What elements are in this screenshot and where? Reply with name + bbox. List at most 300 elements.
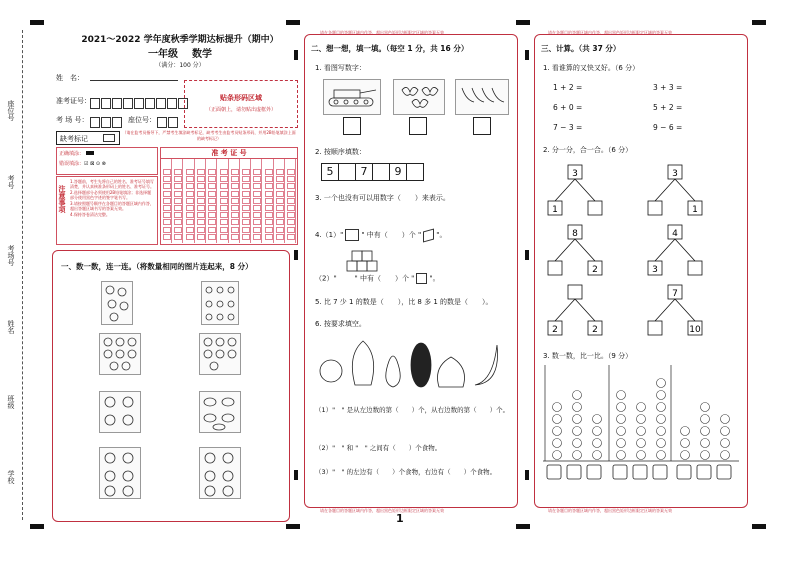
- ticket-digit-mark[interactable]: [265, 234, 273, 240]
- ticket-column[interactable]: [263, 159, 274, 243]
- ticket-column[interactable]: [184, 159, 195, 243]
- q4a-line: [315, 229, 446, 241]
- picture-group-left: [99, 391, 141, 433]
- ticket-digit-mark[interactable]: [265, 169, 273, 175]
- ticket-digit-mark[interactable]: [287, 169, 295, 175]
- absent-mark-box: [56, 131, 120, 145]
- tank-image: [323, 79, 381, 115]
- count-picture-icon: [593, 451, 602, 460]
- ticket-columns: [161, 159, 297, 243]
- count-picture-icon: [617, 415, 626, 424]
- count-picture-icon: [593, 427, 602, 436]
- count-picture-icon: [681, 439, 690, 448]
- q6c-text: （3）" " 的左边有（ ）个食物，右边有（ ）个食物。: [315, 468, 497, 476]
- ticket-digit-mark[interactable]: [163, 205, 171, 211]
- ticket-digit-mark[interactable]: [231, 176, 239, 182]
- ticket-digit-mark[interactable]: [253, 212, 261, 218]
- notes-area: [56, 176, 158, 245]
- section1-title: 一、数一数，连一连。（将数量相同的图片连起来，8 分）: [61, 262, 253, 271]
- picture-group-right: [201, 281, 239, 325]
- ticket-digit-mark[interactable]: [163, 227, 171, 233]
- count-picture-icon: [721, 415, 730, 424]
- wrong-fill-label: 错误填涂：: [59, 161, 85, 167]
- ticket-digit-mark[interactable]: [186, 191, 194, 197]
- q5-text: 5. 比 7 少 1 的数是（ ），比 8 多 1 的数是（ ）。: [315, 298, 493, 306]
- count-picture-icon: [573, 403, 582, 412]
- ticket-digit-mark[interactable]: [265, 176, 273, 182]
- sequence-cell[interactable]: 9: [389, 163, 407, 181]
- count-answer-box: [613, 465, 627, 479]
- ticket-digit-mark[interactable]: [287, 234, 295, 240]
- banana-image: [455, 79, 509, 115]
- bond-left-box[interactable]: [648, 201, 662, 215]
- calc-item: 5 + 2 =: [653, 103, 683, 112]
- count-picture-icon: [657, 415, 666, 424]
- count-picture-icon: [657, 439, 666, 448]
- cube-icon: [416, 273, 427, 284]
- eggplant-icon: [411, 343, 431, 387]
- ticket-digit-mark[interactable]: [253, 198, 261, 204]
- absent-note: （请在监考员指导下，严禁考生填涂缺考标记，缺考考生由监考员贴条形码，并用2B铅笔填涂上面的缺考标记）: [122, 130, 296, 141]
- count-picture-icon: [573, 391, 582, 400]
- count-picture-icon: [553, 415, 562, 424]
- ticket-digit-mark[interactable]: [208, 219, 216, 225]
- ticket-digit-mark[interactable]: [163, 219, 171, 225]
- barcode-title: 贴条形码区域: [220, 94, 262, 102]
- seat-label: 座位号：: [128, 116, 156, 124]
- count-picture-icon: [681, 451, 690, 460]
- bond-top-box-value: 3: [572, 169, 578, 179]
- q6a-text: （1）" " 是从左边数的第（ ）个，从右边数的第（ ）个。: [315, 406, 510, 414]
- ticket-digit-mark[interactable]: [220, 191, 228, 197]
- count-picture-icon: [701, 451, 710, 460]
- ticket-digit-mark[interactable]: [174, 191, 182, 197]
- ticket-digit-mark[interactable]: [197, 176, 205, 182]
- corner-marker: [286, 20, 300, 25]
- count-picture-icon: [637, 451, 646, 460]
- ticket-digit-mark[interactable]: [231, 198, 239, 204]
- corner-marker: [752, 20, 766, 25]
- ticket-digit-mark[interactable]: [231, 212, 239, 218]
- ticket-digit-mark[interactable]: [231, 191, 239, 197]
- ticket-digit-mark[interactable]: [242, 219, 250, 225]
- ticket-digit-mark[interactable]: [276, 212, 284, 218]
- name-field[interactable]: [90, 80, 178, 81]
- count-picture-icon: [573, 451, 582, 460]
- ticket-digit-mark[interactable]: [242, 183, 250, 189]
- ticket-digit-mark[interactable]: [287, 198, 295, 204]
- count-answer-box: [653, 465, 667, 479]
- pineapple-icon: [438, 357, 465, 387]
- counting-chart: [543, 363, 739, 489]
- count-picture-icon: [657, 391, 666, 400]
- ticket-column[interactable]: [285, 159, 296, 243]
- ticket-digit-mark[interactable]: [197, 198, 205, 204]
- bond-line: [575, 299, 595, 321]
- panel-footer-note: 请在各题目的答题区域内作答，超出黑色矩形边框限定区域的答案无效: [548, 508, 672, 513]
- bond-line: [675, 179, 695, 201]
- foods-row: [317, 335, 507, 391]
- barcode-note: （正面朝上，请勿贴出虚框外）: [205, 107, 276, 113]
- exam-number-boxes[interactable]: [90, 94, 189, 113]
- ticket-digit-mark[interactable]: [242, 169, 250, 175]
- ticket-digit-mark[interactable]: [186, 198, 194, 204]
- note-item: 3.请按照题号顺序在各题目的答题区域内作答，超出答题区域书写的答案无效。: [70, 201, 154, 211]
- ticket-digit-mark[interactable]: [242, 212, 250, 218]
- ticket-digit-mark[interactable]: [220, 169, 228, 175]
- person-icons: [202, 282, 238, 324]
- ticket-digit-mark[interactable]: [231, 219, 239, 225]
- ticket-digit-mark[interactable]: [208, 234, 216, 240]
- ticket-digit-mark[interactable]: [208, 191, 216, 197]
- bond-line: [675, 299, 695, 321]
- count-picture-icon: [657, 427, 666, 436]
- ticket-digit-mark[interactable]: [186, 212, 194, 218]
- ticket-digit-mark[interactable]: [231, 169, 239, 175]
- ticket-digit-mark[interactable]: [287, 212, 295, 218]
- ticket-digit-mark[interactable]: [208, 183, 216, 189]
- ticket-digit-mark[interactable]: [220, 198, 228, 204]
- ticket-digit-mark[interactable]: [265, 183, 273, 189]
- ticket-digit-mark[interactable]: [253, 183, 261, 189]
- room-label: 考 场 号：: [56, 116, 89, 124]
- q6-text: 6. 按要求填空。: [315, 320, 366, 328]
- count-picture-icon: [701, 415, 710, 424]
- exam-title: 2021～2022 学年度秋季学期达标提升（期中）: [81, 35, 279, 45]
- bond-right-box-value: 2: [592, 265, 598, 275]
- bond-line: [555, 299, 575, 321]
- ticket-digit-mark[interactable]: [276, 191, 284, 197]
- q4a-prefix: 4.（1）": [315, 231, 344, 239]
- ticket-digit-mark[interactable]: [253, 219, 261, 225]
- vertical-label: 考场号: [7, 245, 15, 266]
- count-picture-icon: [701, 439, 710, 448]
- ticket-digit-mark[interactable]: [186, 205, 194, 211]
- vertical-label: 考号: [7, 175, 15, 189]
- ticket-digit-mark[interactable]: [186, 169, 194, 175]
- chick-icons: [100, 334, 140, 374]
- ticket-digit-mark[interactable]: [163, 212, 171, 218]
- ticket-digit-mark[interactable]: [276, 176, 284, 182]
- count-picture-icon: [573, 427, 582, 436]
- banana-icon: [475, 345, 498, 385]
- bond-left-box[interactable]: [648, 321, 662, 335]
- count-picture-icon: [553, 427, 562, 436]
- ticket-digit-mark[interactable]: [208, 176, 216, 182]
- side-marker: [525, 470, 529, 480]
- q3-text: 3. 一个也没有可以用数字（ ）来表示。: [315, 194, 450, 202]
- calc-q3-text: 3. 数一数，比一比。（9 分）: [543, 352, 633, 360]
- ticket-column[interactable]: [218, 159, 229, 243]
- small-cubes-icon: [345, 229, 359, 241]
- count-picture-icon: [573, 415, 582, 424]
- ticket-digit-mark[interactable]: [276, 205, 284, 211]
- ticket-digit-mark[interactable]: [220, 234, 228, 240]
- ticket-digit-mark[interactable]: [220, 227, 228, 233]
- number-bond-tree: [548, 285, 602, 335]
- ticket-column[interactable]: [161, 159, 172, 243]
- ticket-digit-mark[interactable]: [174, 205, 182, 211]
- count-picture-icon: [617, 391, 626, 400]
- count-picture-icon: [657, 379, 666, 388]
- ticket-digit-mark[interactable]: [197, 183, 205, 189]
- sequence-cell[interactable]: [338, 163, 356, 181]
- answer-box[interactable]: [343, 117, 361, 135]
- count-picture-icon: [637, 439, 646, 448]
- ticket-digit-mark[interactable]: [231, 227, 239, 233]
- wrong-fill-marks: ☑ ⊠ ⊙ ⊗: [84, 161, 106, 167]
- ticket-digit-mark[interactable]: [265, 191, 273, 197]
- exam-number-label: 准考证号：: [56, 97, 91, 105]
- ticket-digit-mark[interactable]: [220, 219, 228, 225]
- ticket-digit-mark[interactable]: [208, 169, 216, 175]
- sequence-cell[interactable]: [372, 163, 390, 181]
- picture-group-left: [101, 281, 133, 325]
- number-bond-tree: [648, 225, 702, 275]
- pear-icon: [386, 356, 400, 387]
- ticket-digit-mark[interactable]: [208, 227, 216, 233]
- section3-panel: [534, 34, 748, 508]
- vertical-label: 座位号: [7, 100, 15, 121]
- ticket-digit-mark[interactable]: [276, 169, 284, 175]
- ticket-digit-mark[interactable]: [197, 219, 205, 225]
- ticket-digit-mark[interactable]: [276, 219, 284, 225]
- ticket-digit-mark[interactable]: [220, 212, 228, 218]
- ticket-column[interactable]: [240, 159, 251, 243]
- ticket-digit-mark[interactable]: [287, 219, 295, 225]
- ticket-digit-mark[interactable]: [265, 227, 273, 233]
- calc-item: 6 + 0 =: [553, 103, 583, 112]
- rabbit-icons: [100, 448, 140, 498]
- sequence-cell[interactable]: 5: [321, 163, 339, 181]
- ticket-digit-mark[interactable]: [265, 205, 273, 211]
- ticket-digit-mark[interactable]: [197, 227, 205, 233]
- corner-marker: [30, 524, 44, 529]
- bond-left-box[interactable]: [548, 261, 562, 275]
- bond-line: [655, 239, 675, 261]
- bond-right-box[interactable]: [588, 201, 602, 215]
- ticket-digit-mark[interactable]: [242, 198, 250, 204]
- absent-checkbox[interactable]: [103, 134, 115, 142]
- ticket-digit-mark[interactable]: [163, 191, 171, 197]
- ticket-column[interactable]: [274, 159, 285, 243]
- count-picture-icon: [701, 427, 710, 436]
- ticket-digit-mark[interactable]: [174, 219, 182, 225]
- ticket-digit-mark[interactable]: [208, 212, 216, 218]
- ticket-digit-mark[interactable]: [174, 169, 182, 175]
- vertical-label: 班级: [7, 395, 15, 409]
- bond-top-box[interactable]: [568, 285, 582, 299]
- ticket-digit-mark[interactable]: [253, 205, 261, 211]
- q4a-mid: " 中有（ ）个 ": [361, 231, 422, 239]
- answer-box[interactable]: [473, 117, 491, 135]
- bond-line: [675, 239, 695, 261]
- ticket-digit-mark[interactable]: [276, 234, 284, 240]
- ticket-digit-mark[interactable]: [276, 183, 284, 189]
- corner-marker: [286, 524, 300, 529]
- ticket-digit-mark[interactable]: [287, 227, 295, 233]
- ticket-digit-mark[interactable]: [265, 212, 273, 218]
- cube-icon: [423, 228, 434, 242]
- ticket-digit-mark[interactable]: [163, 234, 171, 240]
- ticket-digit-mark[interactable]: [287, 191, 295, 197]
- calc-item: 3 + 3 =: [653, 83, 683, 92]
- ticket-digit-mark[interactable]: [186, 227, 194, 233]
- calc-q2-text: 2. 分一分，合一合。（6 分）: [543, 146, 633, 154]
- ticket-digit-mark[interactable]: [197, 234, 205, 240]
- count-picture-icon: [637, 415, 646, 424]
- bond-right-box[interactable]: [688, 261, 702, 275]
- side-marker: [525, 50, 529, 60]
- tank-icon: [324, 80, 380, 114]
- ticket-digit-mark[interactable]: [287, 176, 295, 182]
- ticket-digit-mark[interactable]: [253, 227, 261, 233]
- absent-label: 缺考标记: [60, 135, 88, 143]
- ticket-digit-mark[interactable]: [265, 198, 273, 204]
- ticket-digit-mark[interactable]: [174, 234, 182, 240]
- ticket-digit-mark[interactable]: [231, 234, 239, 240]
- bond-line: [655, 299, 675, 321]
- ticket-digit-mark[interactable]: [242, 234, 250, 240]
- ticket-digit-mark[interactable]: [220, 176, 228, 182]
- count-answer-box: [697, 465, 711, 479]
- calc-item: 7 − 3 =: [553, 123, 583, 132]
- ticket-digit-mark[interactable]: [197, 169, 205, 175]
- q4b-prefix: （2）": [315, 274, 337, 283]
- q4b-suffix: "。: [429, 274, 440, 283]
- ticket-digit-mark[interactable]: [253, 234, 261, 240]
- ticket-digit-mark[interactable]: [220, 205, 228, 211]
- count-picture-icon: [721, 439, 730, 448]
- ticket-column[interactable]: [172, 159, 183, 243]
- ticket-digit-mark[interactable]: [242, 176, 250, 182]
- number-bond-tree: [648, 165, 702, 215]
- picture-group-right: [199, 447, 241, 499]
- ticket-digit-mark[interactable]: [208, 198, 216, 204]
- ticket-digit-mark[interactable]: [163, 169, 171, 175]
- grade-subject: [60, 45, 300, 60]
- answer-box[interactable]: [409, 117, 427, 135]
- ticket-digit-mark[interactable]: [253, 176, 261, 182]
- bond-left-box-value: 2: [552, 325, 558, 335]
- clown-icons: [200, 448, 240, 498]
- ticket-column[interactable]: [251, 159, 262, 243]
- ticket-digit-mark[interactable]: [253, 169, 261, 175]
- ticket-digit-mark[interactable]: [174, 183, 182, 189]
- ticket-column[interactable]: [206, 159, 217, 243]
- ticket-digit-mark[interactable]: [174, 198, 182, 204]
- ticket-digit-mark[interactable]: [197, 205, 205, 211]
- ticket-digit-mark[interactable]: [231, 183, 239, 189]
- ticket-digit-mark[interactable]: [276, 198, 284, 204]
- sequence-cell[interactable]: [406, 163, 424, 181]
- q1-text: 1. 看图写数字：: [315, 64, 366, 72]
- ticket-digit-mark[interactable]: [186, 234, 194, 240]
- cabbage-icon: [352, 341, 373, 385]
- ticket-digit-mark[interactable]: [276, 227, 284, 233]
- ticket-digit-mark[interactable]: [265, 219, 273, 225]
- picture-group-left: [99, 447, 141, 499]
- ticket-digit-mark[interactable]: [163, 176, 171, 182]
- picture-group-right: [199, 333, 241, 375]
- panel-header-note: 请在各题目的答题区域内作答，超出黑色矩形边框限定区域的答案无效: [548, 30, 672, 35]
- correct-fill-mark: [86, 151, 94, 155]
- count-picture-icon: [617, 439, 626, 448]
- ticket-digit-mark[interactable]: [197, 212, 205, 218]
- ticket-digit-mark[interactable]: [163, 198, 171, 204]
- ticket-digit-mark[interactable]: [287, 205, 295, 211]
- ticket-digit-mark[interactable]: [242, 227, 250, 233]
- count-picture-icon: [617, 403, 626, 412]
- ticket-digit-mark[interactable]: [253, 191, 261, 197]
- q6b-text: （2）" " 和 " " 之间有（ ）个食物。: [315, 444, 442, 452]
- bond-line: [575, 239, 595, 261]
- count-picture-icon: [657, 451, 666, 460]
- notes-title: 注意事项: [58, 185, 66, 213]
- bond-right-box-value: 2: [592, 325, 598, 335]
- ticket-column[interactable]: [195, 159, 206, 243]
- ticket-digit-mark[interactable]: [186, 219, 194, 225]
- number-bond-trees: [535, 155, 747, 345]
- ticket-digit-mark[interactable]: [242, 205, 250, 211]
- ticket-digit-mark[interactable]: [174, 176, 182, 182]
- count-picture-icon: [573, 439, 582, 448]
- ticket-digit-mark[interactable]: [174, 212, 182, 218]
- vertical-label: 学校: [7, 470, 15, 484]
- count-picture-icon: [617, 427, 626, 436]
- ticket-digit-mark[interactable]: [242, 191, 250, 197]
- butterfly-icon: [394, 80, 444, 114]
- calc-item: 9 − 6 =: [653, 123, 683, 132]
- bond-top-box-value: 3: [672, 169, 678, 179]
- sequence-cell[interactable]: 7: [355, 163, 373, 181]
- ticket-digit-mark[interactable]: [287, 183, 295, 189]
- ticket-number-grid[interactable]: [160, 147, 298, 245]
- subject-label: 数学: [191, 49, 212, 60]
- corner-marker: [752, 524, 766, 529]
- number-bond-tree: [548, 225, 602, 275]
- bond-line: [575, 179, 595, 201]
- panel-header-note: 请在各题目的答题区域内作答，超出黑色矩形边框限定区域的答案无效: [320, 30, 444, 35]
- count-picture-icon: [701, 403, 710, 412]
- ticket-digit-mark[interactable]: [174, 227, 182, 233]
- monkey-icons: [200, 334, 240, 374]
- pig-icons: [200, 392, 240, 432]
- number-bond-tree: [548, 165, 602, 215]
- count-picture-icon: [553, 451, 562, 460]
- calc-item: 1 + 2 =: [553, 83, 583, 92]
- ticket-digit-mark[interactable]: [208, 205, 216, 211]
- ticket-digit-mark[interactable]: [186, 183, 194, 189]
- q4b-mid: " 中有（ ）个 ": [354, 274, 415, 283]
- count-picture-icon: [553, 439, 562, 448]
- ticket-digit-mark[interactable]: [163, 183, 171, 189]
- banana-icon: [456, 80, 508, 114]
- ticket-digit-mark[interactable]: [186, 176, 194, 182]
- room-boxes[interactable]: [90, 113, 123, 132]
- tree-icons: [102, 282, 132, 324]
- side-marker: [294, 470, 298, 480]
- bond-top-box-value: 7: [672, 289, 678, 299]
- ticket-digit-mark[interactable]: [231, 205, 239, 211]
- ticket-digit-mark[interactable]: [220, 183, 228, 189]
- count-picture-icon: [593, 415, 602, 424]
- page-number: 1: [396, 512, 404, 525]
- ticket-column[interactable]: [229, 159, 240, 243]
- ticket-digit-mark[interactable]: [197, 191, 205, 197]
- name-field-label: 姓 名：: [56, 74, 84, 82]
- count-answer-box: [633, 465, 647, 479]
